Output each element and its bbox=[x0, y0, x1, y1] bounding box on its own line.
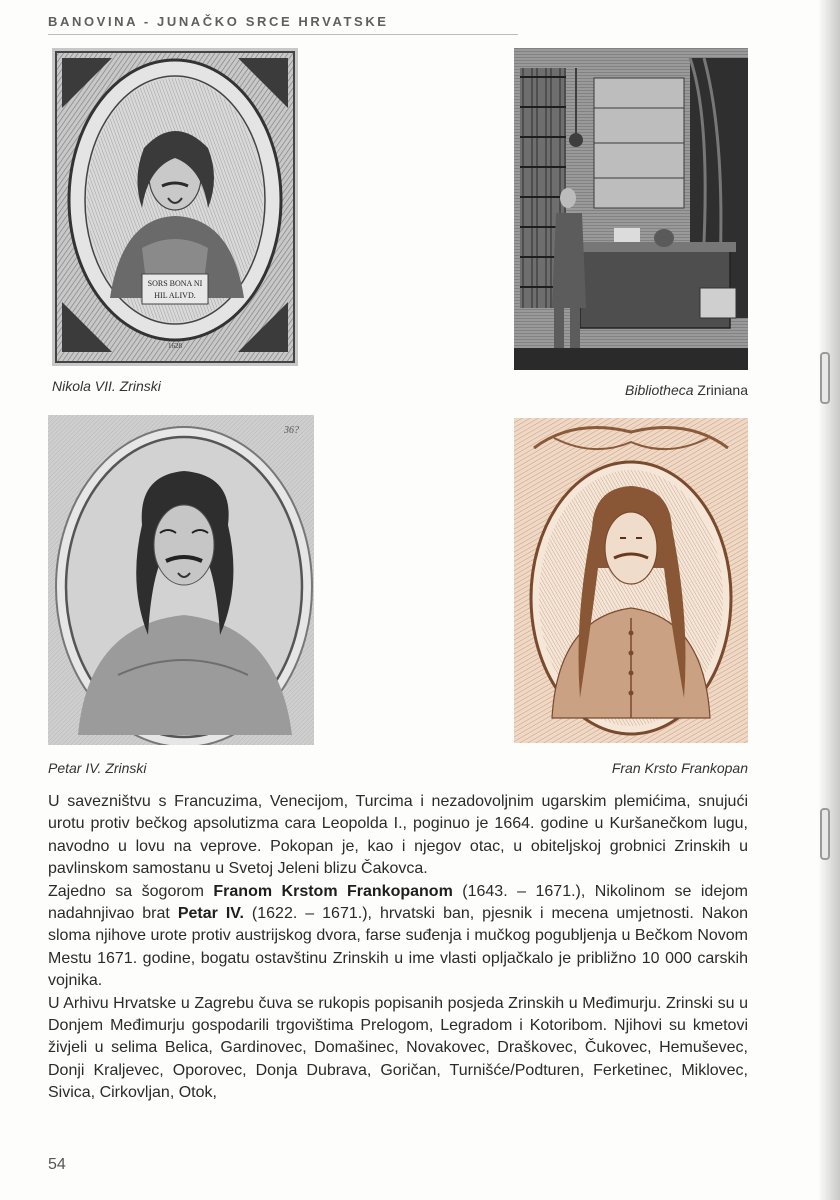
binder-clip bbox=[820, 808, 830, 860]
caption-fran-krsto-frankopan: Fran Krsto Frankopan bbox=[611, 760, 748, 776]
article-body bbox=[48, 791, 748, 1105]
portrait-year: 1628 bbox=[168, 342, 182, 350]
bold-name-frankopan: Franom Krstom Frankopanom bbox=[213, 882, 453, 900]
fran-krsto-frankopan-portrait bbox=[514, 418, 748, 743]
paragraph-text: U Arhivu Hrvatske u Zagrebu čuva se rukopis popisanih posjeda Zrinskih u Međimurju. Zrinski su u Donjem Međimurju gospodarili trgovištima Prelogom, Legradom i Kotoribom. Njihovi su kmetovi živjeli u selima Belica, Gardinovec, Domašinec, Novakovec, Draškovec, Čukovec, Hemuševec, Donji Kraljevec, Oporovec, Donja Dubrava, Goričan, Turnišće/Podturen, Ferketinec, Miklovec, Sivica, Cirkovljan, Otok, bbox=[48, 994, 748, 1102]
portrait-motto-line2: HIL ALIVD. bbox=[154, 291, 196, 300]
caption-petar-zrinski: Petar IV. Zrinski bbox=[48, 760, 147, 776]
paragraph-text: (1622. – 1671.), hrvatski ban, pjesnik i mecena umjetnosti. Nakon sloma njihove urote protiv austrijskog dvora, farse suđenja i mučkog pogubljenja u Bečkom Novom Mestu 1671. godine, bogatu ostavštinu Zrinskih u ime vlasti opljačkalo je približno 10 000 carskih vojnika. bbox=[48, 905, 749, 990]
header-rule bbox=[48, 34, 518, 35]
caption-bibliotheca-zriniana: Bibliotheca Zriniana bbox=[625, 382, 748, 398]
caption-nikola-zrinski: Nikola VII. Zrinski bbox=[52, 378, 161, 394]
paragraph bbox=[48, 881, 748, 993]
binder-clip bbox=[820, 352, 830, 404]
page-number: 54 bbox=[48, 1156, 66, 1173]
paragraph-text: Zajedno sa šogorom bbox=[48, 882, 214, 900]
page-mark: 36? bbox=[284, 425, 299, 436]
nikola-zrinski-portrait bbox=[52, 48, 298, 366]
portrait-motto-line1: SORS BONA NI bbox=[147, 279, 203, 288]
paragraph bbox=[48, 791, 748, 881]
paragraph-text: U savezništvu s Francuzima, Venecijom, Turcima i nezadovoljnim ugarskim plemićima, snujući urotu protiv bečkog apsolutizma cara Leopolda I., poginuo je 1664. godine u Kuršanečkom lugu, navodno u lovu na veprove. Pokopan je, kao i njegov otac, u obiteljskoj grobnici Zrinskih u pavlinskom samostanu u Svetoj Jeleni blizu Čakovca. bbox=[48, 793, 748, 878]
paragraph bbox=[48, 993, 748, 1105]
petar-zrinski-portrait bbox=[48, 415, 314, 745]
bibliotheca-zriniana-engraving bbox=[514, 48, 748, 370]
page-edge-shadow bbox=[818, 0, 840, 1200]
bold-name-petar: Petar IV. bbox=[177, 905, 244, 923]
paragraph-text: (1643. – 1671.), Nikolinom se idejom nadahnjivao brat bbox=[48, 882, 748, 923]
running-header: BANOVINA - JUNAČKO SRCE HRVATSKE bbox=[48, 14, 389, 29]
